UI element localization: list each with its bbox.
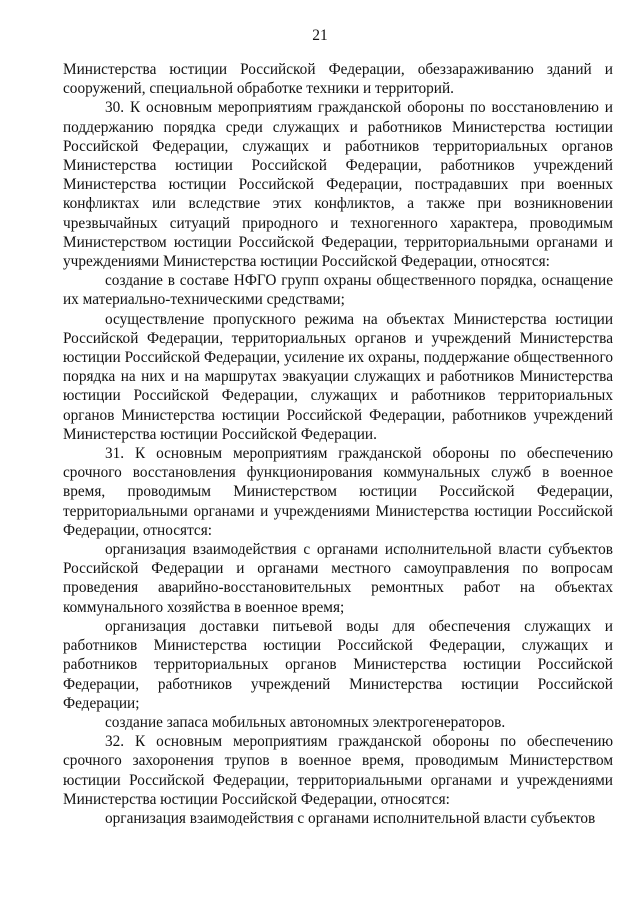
paragraph-item-30: 30. К основным мероприятиям гражданской обороны по восстановлению и поддержанию порядка среди служащих и работников Министерства юстиции Российской Федерации, служащих и работников территориальных органов Министерства юстиции Российской Федерации, работников учреждений Министерства юстиции Российской Федерации, пострадавших при военных конфликтах или вследствие этих конфликтов, а также при возникновении чрезвычайных ситуаций природного и техногенного характера, проводимым Министерством юстиции Российской Федерации, территориальными органами и учреждениями Министерства юстиции Российской Федерации, относятся: xyxy=(63,99,613,271)
paragraph-item-30-measure-2: осуществление пропускного режима на объектах Министерства юстиции Российской Федерации, территориальных органов и учреждений Министерства юстиции Российской Федерации, усиление их охраны, поддержание общественного порядка на них и на маршрутах эвакуации служащих и работников Министерства юстиции Российской Федерации, служащих и работников территориальных органов Министерства юстиции Российской Федерации, работников учреждений Министерства юстиции Российской Федерации. xyxy=(63,310,613,443)
paragraph-item-31: 31. К основным мероприятиям гражданской обороны по обеспечению срочного восстановления функционирования коммунальных служб в военное время, проводимым Министерством юстиции Российской Федерации, территориальными органами и учреждениями Министерства юстиции Российской Федерации, относятся: xyxy=(63,445,613,539)
paragraph-item-31-measure-3: создание запаса мобильных автономных электрогенераторов. xyxy=(105,713,506,731)
paragraph-item-30-measure-1: создание в составе НФГО групп охраны общественного порядка, оснащение их материально-техническими средствами; xyxy=(63,272,613,309)
paragraph-item-32: 32. К основным мероприятиям гражданской обороны по обеспечению срочного захоронения трупов в военное время, проводимым Министерством юстиции Российской Федерации, территориальными органами и учреждениями Министерства юстиции Российской Федерации, относятся: xyxy=(63,733,613,808)
document-body xyxy=(63,60,613,828)
paragraph-continuation: Министерства юстиции Российской Федерации, обеззараживанию зданий и сооружений, специальной обработке техники и территорий. xyxy=(63,61,613,98)
paragraph-item-31-measure-2: организация доставки питьевой воды для обеспечения служащих и работников Министерства юстиции Российской Федерации, служащих и работников территориальных органов Министерства юстиции Российской Федерации, работников учреждений Министерства юстиции Российской Федерации; xyxy=(63,617,613,712)
paragraph-item-32-measure-1: организация взаимодействия с органами исполнительной власти субъектов xyxy=(105,809,596,827)
page-number: 21 xyxy=(312,27,328,44)
paragraph-item-31-measure-1: организация взаимодействия с органами исполнительной власти субъектов Российской Федерации и органами местного самоуправления по вопросам проведения аварийно-восстановительных ремонтных работ на объектах коммунального хозяйства в военное время; xyxy=(63,541,613,616)
